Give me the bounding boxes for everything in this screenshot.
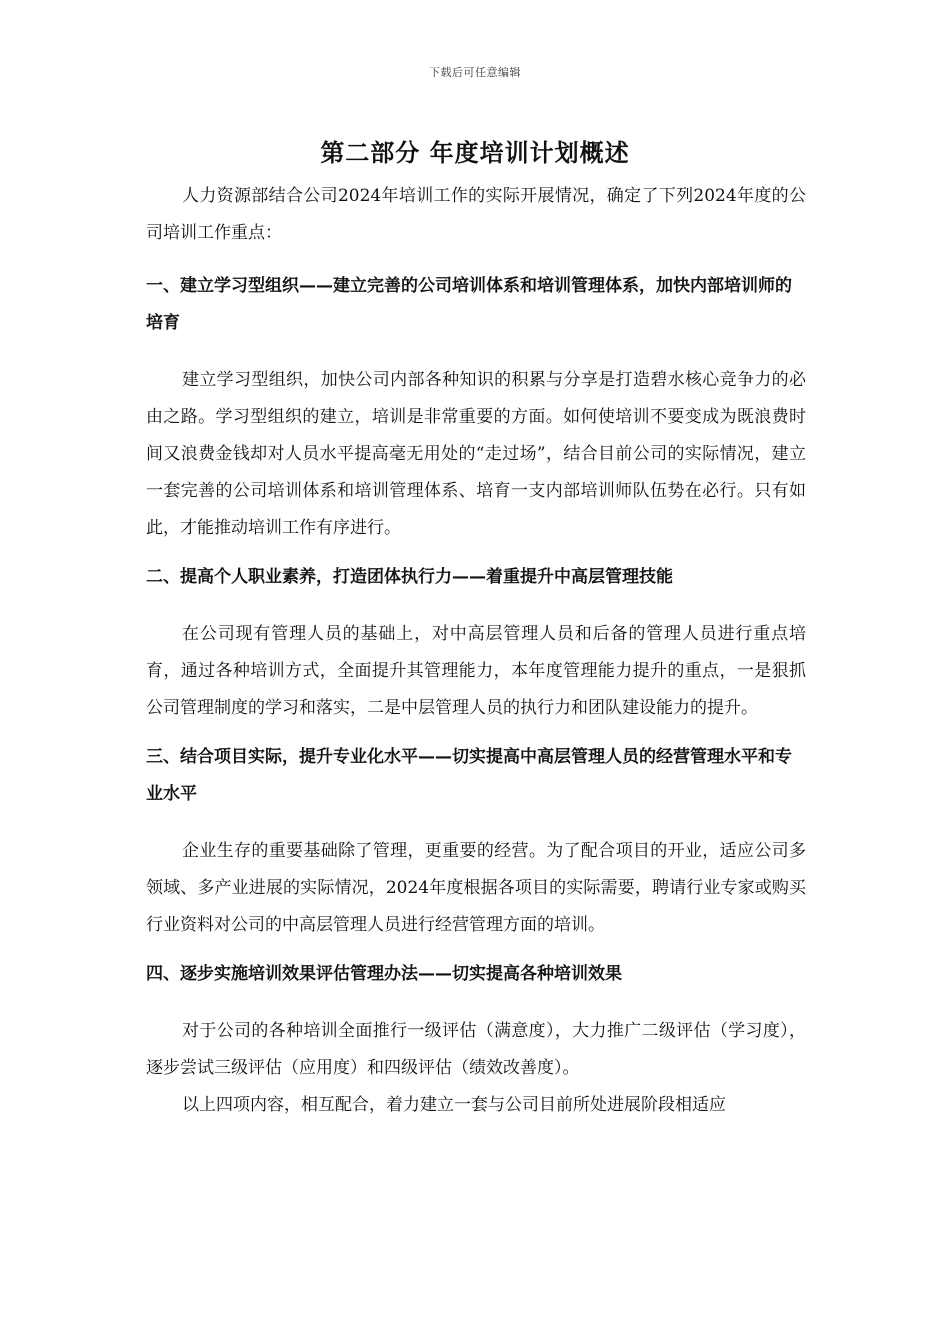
section-4-heading: 四、逐步实施培训效果评估管理办法——切实提高各种培训效果	[146, 964, 622, 984]
section-2-body: 在公司现有管理人员的基础上，对中高层管理人员和后备的管理人员进行重点培育，通过各种培训方式，全面提升其管理能力，本年度管理能力提升的重点，一是狠抓公司管理制度的学习和落实，二是中层管理人员的执行力和团队建设能力的提升。	[146, 624, 806, 718]
document-body	[146, 178, 806, 1124]
section-1-body: 建立学习型组织，加快公司内部各种知识的积累与分享是打造碧水核心竞争力的必由之路。学习型组织的建立，培训是非常重要的方面。如何使培训不要变成为既浪费时间又浪费金钱却对人员水平提高毫无用处的“走过场”，结合目前公司的实际情况，建立一套完善的公司培训体系和培训管理体系、培育一支内部培训师队伍势在必行。只有如此，才能推动培训工作有序进行。	[146, 370, 806, 538]
section-3-body: 企业生存的重要基础除了管理，更重要的经营。为了配合项目的开业，适应公司多领域、多产业进展的实际情况，2024年度根据各项目的实际需要，聘请行业专家或购买行业资料对公司的中高层管理人员进行经营管理方面的培训。	[146, 841, 806, 935]
section-4-body: 对于公司的各种培训全面推行一级评估（满意度），大力推广二级评估（学习度），逐步尝试三级评估（应用度）和四级评估（绩效改善度）。	[146, 1021, 806, 1078]
header-note: 下载后可任意编辑	[429, 66, 521, 79]
page-title: 第二部分 年度培训计划概述	[320, 139, 630, 167]
intro-paragraph: 人力资源部结合公司2024年培训工作的实际开展情况，确定了下列2024年度的公司培训工作重点：	[146, 186, 806, 243]
section-2-heading: 二、提高个人职业素养，打造团体执行力——着重提升中高层管理技能	[146, 567, 673, 587]
section-1-heading: 一、建立学习型组织——建立完善的公司培训体系和培训管理体系，加快内部培训师的培育	[146, 276, 792, 333]
section-3-heading: 三、结合项目实际，提升专业化水平——切实提高中高层管理人员的经营管理水平和专业水平	[146, 747, 792, 804]
closing-paragraph: 以上四项内容，相互配合，着力建立一套与公司目前所处进展阶段相适应	[182, 1095, 726, 1115]
